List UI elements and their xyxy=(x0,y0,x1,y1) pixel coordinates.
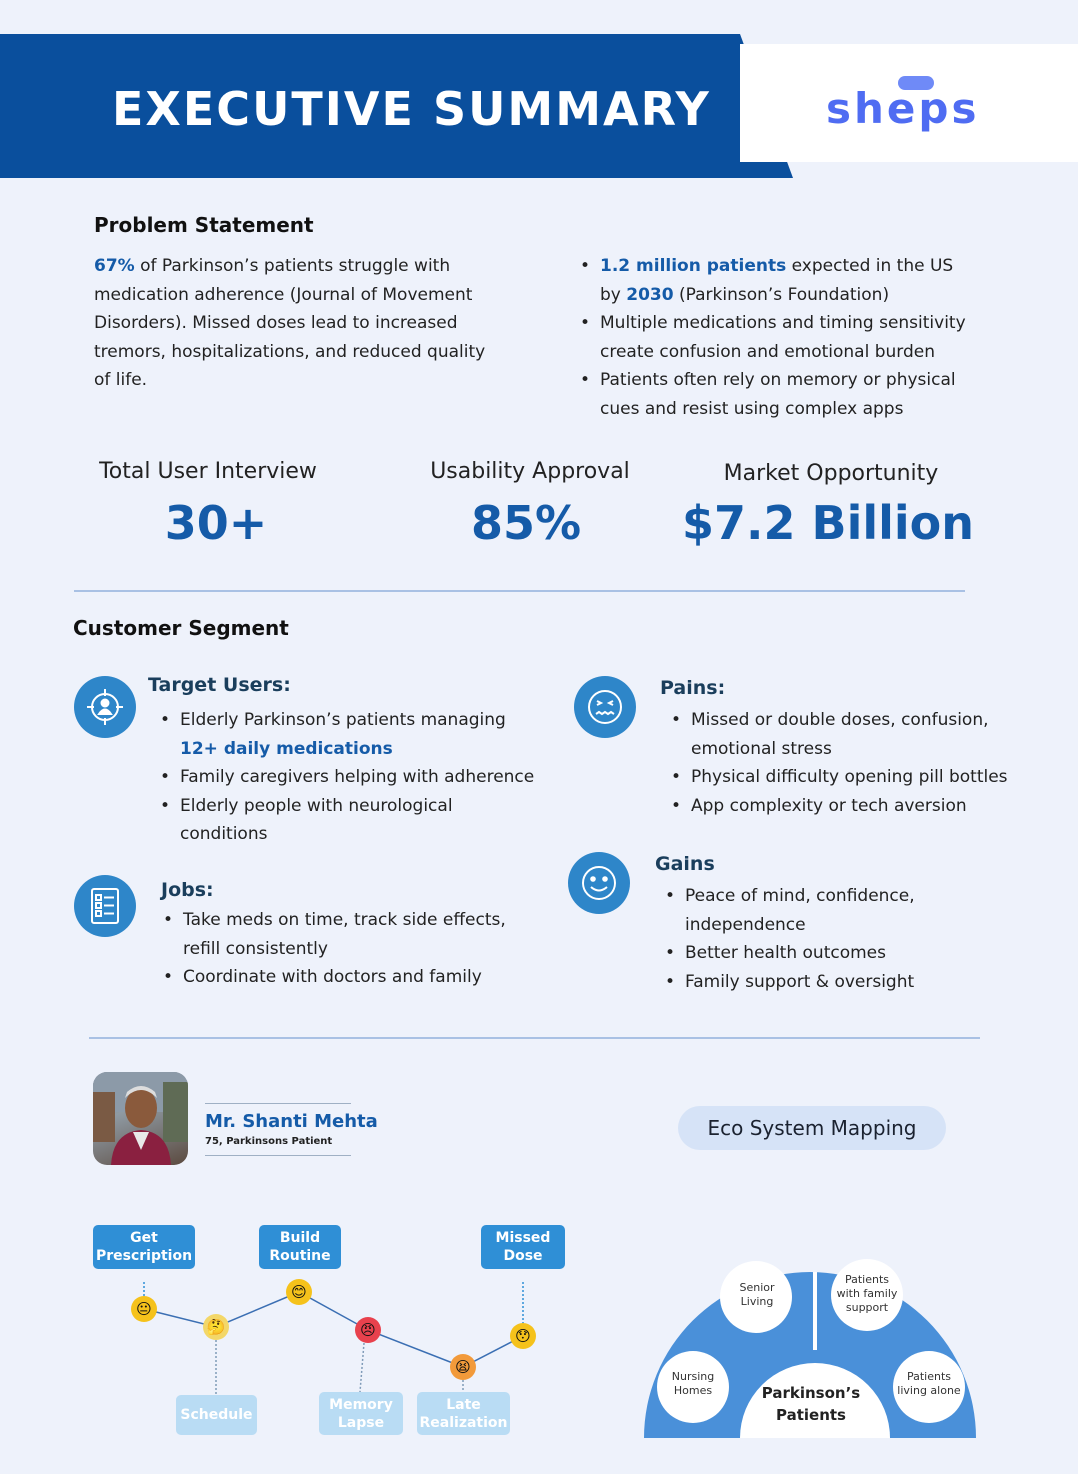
gains-item: • Peace of mind, confidence, independence xyxy=(663,882,923,939)
section-divider xyxy=(74,590,965,592)
problem-stat-text: of Parkinson’s patients struggle with medication adherence (Journal of Movement Disorders). Missed doses lead to increased tremors, hospitalizations, and reduced quality of life. xyxy=(94,256,486,390)
jobs-list xyxy=(161,906,511,992)
pains-list xyxy=(669,706,1029,820)
stat-value-interviews: 30+ xyxy=(164,496,268,550)
problem-stat-highlight: 67% xyxy=(94,256,135,276)
brand-logo: sheps xyxy=(826,84,980,133)
step-get-prescription: Get Prescription xyxy=(93,1225,195,1269)
pains-item: • App complexity or tech aversion xyxy=(669,792,1029,821)
target-list xyxy=(158,706,538,849)
stressed-face-icon xyxy=(574,676,636,738)
section-divider xyxy=(89,1037,980,1039)
stat-value-market: $7.2 Billion xyxy=(682,496,974,550)
stat-label-usability: Usability Approval xyxy=(430,459,630,484)
name-divider xyxy=(205,1155,351,1156)
jobs-title: Jobs: xyxy=(161,879,214,901)
checklist-icon xyxy=(74,875,136,937)
step-memory-lapse: Memory Lapse xyxy=(319,1392,403,1435)
target-item: • Family caregivers helping with adherence xyxy=(158,763,538,792)
gains-item: • Family support & oversight xyxy=(663,968,963,997)
step-schedule: Schedule xyxy=(176,1395,257,1435)
smiley-icon xyxy=(568,852,630,914)
gains-item: • Better health outcomes xyxy=(663,939,963,968)
patients-highlight: 1.2 million patients xyxy=(600,256,787,276)
problem-paragraph xyxy=(94,252,494,395)
segment-heading: Customer Segment xyxy=(73,616,289,640)
pains-item: • Physical difficulty opening pill bottles xyxy=(669,763,1029,792)
frustrated-face-icon: 😫 xyxy=(450,1354,476,1380)
persona-photo xyxy=(93,1072,188,1165)
eco-center: Parkinson’s Patients xyxy=(761,1384,861,1424)
eco-living-alone: Patients living alone xyxy=(897,1370,961,1397)
jobs-item: • Coordinate with doctors and family xyxy=(161,963,511,992)
step-late-realization: Late Realization xyxy=(417,1392,510,1435)
target-item xyxy=(158,706,538,763)
page-title: EXECUTIVE SUMMARY xyxy=(112,82,711,136)
surprised-face-icon: 😯 xyxy=(510,1323,536,1349)
stat-label-interviews: Total User Interview xyxy=(99,459,317,484)
target-icon xyxy=(74,676,136,738)
target-text: Elderly Parkinson’s patients managing xyxy=(180,710,506,730)
name-divider xyxy=(205,1103,351,1104)
persona-subtitle: 75, Parkinsons Patient xyxy=(205,1136,333,1147)
eco-senior-living: Senior Living xyxy=(739,1281,775,1308)
problem-bullet: • Multiple medications and timing sensitivity create confusion and emotional burden xyxy=(578,309,978,366)
bullet-text: expected in the US by xyxy=(600,256,954,305)
problem-heading: Problem Statement xyxy=(94,213,314,237)
gains-list xyxy=(663,882,963,996)
eco-system-label: Eco System Mapping xyxy=(678,1106,946,1150)
medications-highlight: 12+ daily medications xyxy=(180,738,393,759)
problem-bullet: • Patients often rely on memory or physical cues and resist using complex apps xyxy=(578,366,978,423)
pains-title: Pains: xyxy=(660,677,726,699)
eco-nursing-homes: Nursing Homes xyxy=(671,1370,715,1397)
stat-label-market: Market Opportunity xyxy=(723,461,939,486)
step-missed-dose: Missed Dose xyxy=(481,1225,565,1269)
neutral-face-icon: 😐 xyxy=(131,1296,157,1322)
angry-face-icon: 😠 xyxy=(355,1317,381,1343)
eco-family-support: Patients with family support xyxy=(836,1273,898,1314)
persona-name: Mr. Shanti Mehta xyxy=(205,1111,378,1132)
gains-title: Gains xyxy=(655,853,715,875)
year-highlight: 2030 xyxy=(626,284,674,305)
problem-bullets xyxy=(578,252,978,423)
target-item: • Elderly people with neurological conditions xyxy=(158,792,488,849)
pains-item: • Missed or double doses, confusion, emotional stress xyxy=(669,706,989,763)
target-title: Target Users: xyxy=(148,674,291,696)
bullet-text: (Parkinson’s Foundation) xyxy=(673,284,890,305)
problem-bullet xyxy=(578,252,978,309)
thinking-face-icon: 🤔 xyxy=(203,1314,229,1340)
smiling-face-icon: 😊 xyxy=(286,1279,312,1305)
jobs-item: • Take meds on time, track side effects, refill consistently xyxy=(161,906,511,963)
step-build-routine: Build Routine xyxy=(259,1225,341,1269)
stat-value-usability: 85% xyxy=(470,496,582,550)
